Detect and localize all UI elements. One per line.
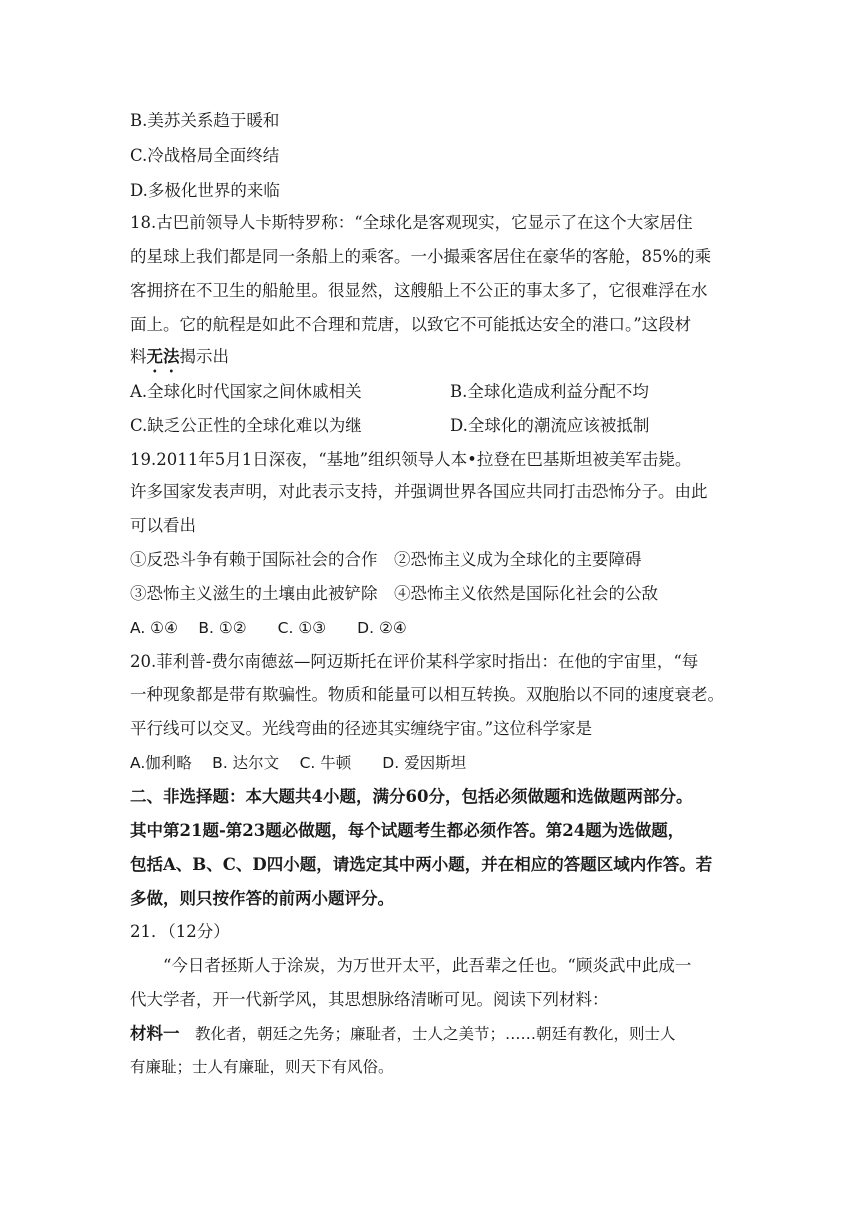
section2-heading-line: 多做，则只按作答的前两小题评分。	[130, 889, 394, 908]
q18-stem-line: 18.古巴前领导人卡斯特罗称：“全球化是客观现实，它显示了在这个大家居住	[130, 213, 693, 232]
q18-emphasis: 无法	[146, 347, 180, 366]
section2-heading-line: 包括A、B、C、D四小题，请选定其中两小题，并在相应的答题区域内作答。若	[130, 855, 713, 874]
q21-intro-line: “今日者拯斯人于涂炭，为万世开太平，此吾辈之任也。“顾炎武中此成一	[130, 956, 692, 975]
q17-option-b: B.美苏关系趋于暖和	[130, 111, 280, 130]
q19-choices: A. ①④ B. ①② C. ①③ D. ②④	[130, 619, 407, 637]
section2-heading-line: 二、非选择题：本大题共4小题，满分60分，包括必须做题和选做题两部分。	[130, 787, 693, 806]
q19-stem-line: 可以看出	[130, 516, 196, 535]
q18-option-a: A.全球化时代国家之间休戚相关	[130, 382, 362, 401]
q17-option-c: C.冷战格局全面终结	[130, 146, 280, 165]
q18-stem-line: 的星球上我们都是同一条船上的乘客。一小撮乘客居住在豪华的客舱，85%的乘	[130, 247, 712, 266]
q21-material1-line: 有廉耻；士人有廉耻，则天下有风俗。	[130, 1058, 394, 1076]
q19-item-line: ①反恐斗争有赖于国际社会的合作 ②恐怖主义成为全球化的主要障碍	[130, 550, 642, 569]
q21-header: 21．（12分）	[130, 922, 230, 941]
q20-stem-line: 平行线可以交叉。光线弯曲的径迹其实缠绕宇宙。”这位科学家是	[130, 719, 593, 738]
q19-stem-line: 19.2011年5月1日深夜，“基地”组织领导人本•拉登在巴基斯坦被美军击毙。	[130, 450, 692, 469]
q19-stem-line: 许多国家发表声明，对此表示支持，并强调世界各国应共同打击恐怖分子。由此	[130, 482, 708, 501]
q18-stem-line: 客拥挤在不卫生的船舱里。很显然，这艘船上不公正的事太多了，它很难浮在水	[130, 281, 708, 300]
q20-stem-line: 20.菲利普-费尔南德兹—阿迈斯托在评价某科学家时指出：在他的宇宙里，“每	[130, 652, 699, 671]
material1-label: 材料一	[130, 1024, 180, 1043]
q20-stem-line: 一种现象都是带有欺骗性。物质和能量可以相互转换。双胞胎以不同的速度衰老。	[130, 685, 724, 704]
q18-prefix: 料	[130, 347, 147, 366]
q18-suffix: 揭示出	[179, 347, 229, 366]
q21-intro-line: 代大学者，开一代新学风，其思想脉络清晰可见。阅读下列材料：	[130, 990, 609, 1009]
q21-material1-line	[130, 1023, 676, 1045]
q18-option-d: D.全球化的潮流应该被抵制	[450, 416, 650, 435]
q18-stem-last-line	[130, 346, 229, 376]
q20-choices: A.伽利略 B. 达尔文 C. 牛顿 D. 爱因斯坦	[130, 754, 467, 772]
q17-option-d: D.多极化世界的来临	[130, 181, 280, 200]
q18-option-b: B.全球化造成利益分配不均	[450, 382, 649, 401]
q18-stem-line: 面上。它的航程是如此不合理和荒唐，以致它不可能抵达安全的港口。”这段材	[130, 315, 692, 334]
section2-heading-line: 其中第21题-第23题必做题，每个试题考生都必须作答。第24题为选做题，	[130, 821, 685, 840]
material1-text: 教化者，朝廷之先务；廉耻者，士人之美节；……朝廷有教化，则士人	[179, 1025, 676, 1043]
q18-option-c: C.缺乏公正性的全球化难以为继	[130, 416, 362, 435]
q19-item-line: ③恐怖主义滋生的土壤由此被铲除 ④恐怖主义依然是国际化社会的公敌	[130, 584, 658, 603]
